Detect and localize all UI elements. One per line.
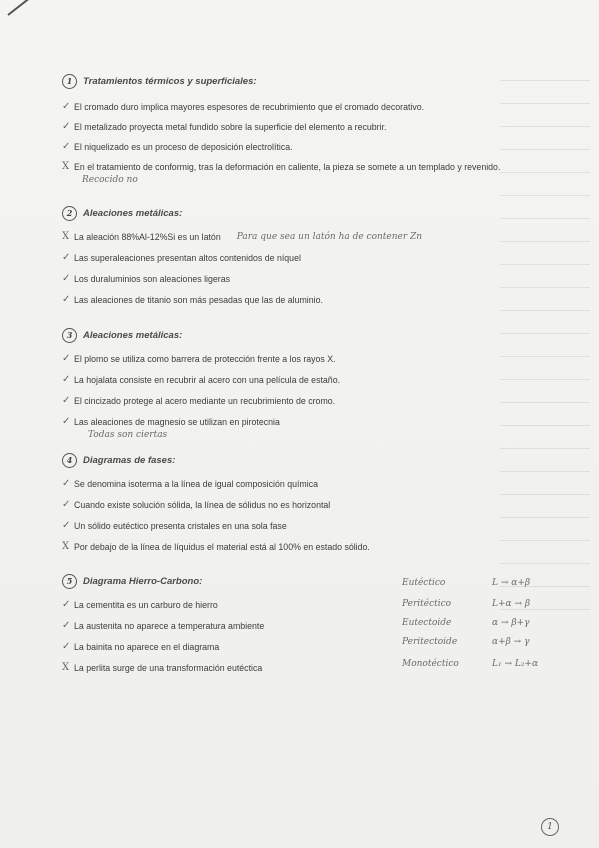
- answer-text: Las aleaciones de titanio son más pesadas que las de aluminio.: [74, 295, 323, 305]
- cross-mark: X: [62, 541, 70, 552]
- answer-text: Se denomina isoterma a la línea de igual composición química: [74, 479, 319, 489]
- check-mark: ✓: [62, 252, 71, 263]
- handwritten-reaction: L+α → β: [492, 599, 531, 609]
- answer-text: La hojalata consiste en recubrir al acero con una película de estaño.: [74, 375, 341, 385]
- answer-option[interactable]: [62, 641, 562, 653]
- handwritten-term: Monotéctico: [402, 659, 459, 669]
- question-number: 1: [62, 74, 77, 89]
- cross-mark: X: [62, 662, 70, 673]
- question-2: [62, 206, 562, 306]
- answer-option[interactable]: [62, 520, 562, 532]
- check-mark: ✓: [62, 641, 71, 652]
- question-1: [62, 74, 562, 186]
- answer-option[interactable]: [62, 416, 562, 428]
- handwritten-note: Recocido no: [82, 175, 138, 185]
- check-mark: ✓: [62, 416, 71, 427]
- answer-text: El cromado duro implica mayores espesores de recubrimiento que el cromado decorativo.: [74, 102, 425, 112]
- answer-text-body: En el tratamiento de conformig, tras la deformación en caliente, la pieza se somete a un templado y revenido.: [74, 162, 501, 172]
- answer-text: La perlita surge de una transformación eutéctica: [74, 663, 263, 673]
- answer-text: Un sólido eutéctico presenta cristales en una sola fase: [74, 521, 287, 531]
- answer-text: Cuando existe solución sólida, la línea de sólidus no es horizontal: [74, 500, 331, 510]
- answer-option[interactable]: [62, 499, 562, 511]
- cross-mark: X: [62, 161, 70, 172]
- question-number: 4: [62, 453, 77, 468]
- handwritten-reaction: α+β → γ: [492, 637, 530, 647]
- question-title: Aleaciones metálicas:: [83, 330, 183, 341]
- answer-option[interactable]: [62, 599, 562, 611]
- answer-text: La austenita no aparece a temperatura ambiente: [74, 621, 265, 631]
- question-header: [62, 453, 562, 468]
- answer-option[interactable]: [62, 161, 562, 186]
- answer-text: El cincizado protege al acero mediante un recubrimiento de cromo.: [74, 396, 336, 406]
- answer-text: El niquelizado es un proceso de deposición electrolítica.: [74, 142, 293, 152]
- answer-text: El metalizado proyecta metal fundido sobre la superficie del elemento a recubrir.: [74, 122, 387, 132]
- check-mark: ✓: [62, 273, 71, 284]
- answer-option[interactable]: [62, 101, 562, 113]
- page-number: 1: [541, 818, 559, 836]
- answer-option[interactable]: [62, 231, 562, 243]
- answer-option[interactable]: [62, 541, 562, 553]
- question-header: [62, 574, 562, 589]
- question-3: [62, 328, 562, 440]
- answer-text: El plomo se utiliza como barrera de protección frente a los rayos X.: [74, 354, 336, 364]
- check-mark: ✓: [62, 620, 71, 631]
- answer-option[interactable]: [62, 294, 562, 306]
- question-title: Aleaciones metálicas:: [83, 208, 183, 219]
- answer-text: Los duraluminios son aleaciones ligeras: [74, 274, 230, 284]
- question-number: 5: [62, 574, 77, 589]
- answer-option[interactable]: [62, 121, 562, 133]
- check-mark: ✓: [62, 294, 71, 305]
- question-title: Tratamientos térmicos y superficiales:: [83, 76, 257, 87]
- handwritten-reaction: L → α+β: [492, 578, 531, 588]
- answer-option[interactable]: [62, 478, 562, 490]
- answer-option[interactable]: [62, 620, 562, 632]
- check-mark: ✓: [62, 520, 71, 531]
- check-mark: ✓: [62, 353, 71, 364]
- check-mark: ✓: [62, 141, 71, 152]
- answer-text: [74, 161, 529, 186]
- answer-text: Las superaleaciones presentan altos contenidos de níquel: [74, 253, 301, 263]
- answer-option[interactable]: [62, 662, 562, 674]
- question-title: Diagrama Hierro-Carbono:: [83, 576, 203, 587]
- check-mark: ✓: [62, 121, 71, 132]
- answer-text: La aleación 88%Al-12%Si es un latón: [74, 232, 221, 242]
- check-mark: ✓: [62, 599, 71, 610]
- handwritten-term: Peritectoide: [402, 637, 458, 647]
- handwritten-reaction: L₁ → L₂+α: [492, 659, 539, 669]
- question-number: 2: [62, 206, 77, 221]
- handwritten-term: Eutectoide: [402, 618, 452, 628]
- check-mark: ✓: [62, 395, 71, 406]
- answer-text: Las aleaciones de magnesio se utilizan en pirotecnia: [74, 417, 280, 427]
- check-mark: ✓: [62, 499, 71, 510]
- handwritten-note: Para que sea un latón ha de contener Zn: [236, 232, 423, 242]
- answer-text: La bainita no aparece en el diagrama: [74, 642, 220, 652]
- answer-option[interactable]: [62, 374, 562, 386]
- cross-mark: X: [62, 231, 70, 242]
- handwritten-reaction: α → β+γ: [492, 618, 530, 628]
- question-header: [62, 74, 562, 89]
- question-5: [62, 574, 562, 674]
- answer-text: La cementita es un carburo de hierro: [74, 600, 218, 610]
- question-number: 3: [62, 328, 77, 343]
- question-title: Diagramas de fases:: [83, 455, 176, 466]
- check-mark: ✓: [62, 478, 71, 489]
- pencil-stroke: [7, 0, 32, 16]
- answer-option[interactable]: [62, 141, 562, 153]
- handwritten-note: Todas son ciertas: [88, 430, 168, 440]
- answer-option[interactable]: [62, 395, 562, 407]
- check-mark: ✓: [62, 374, 71, 385]
- question-header: [62, 206, 562, 221]
- question-4: [62, 453, 562, 553]
- handwritten-term: Peritéctico: [402, 599, 452, 609]
- check-mark: ✓: [62, 101, 71, 112]
- answer-text: Por debajo de la línea de líquidus el material está al 100% en estado sólido.: [74, 542, 370, 552]
- answer-option[interactable]: [62, 353, 562, 365]
- handwritten-term: Eutéctico: [402, 578, 446, 588]
- question-header: [62, 328, 562, 343]
- answer-option[interactable]: [62, 252, 562, 264]
- answer-option[interactable]: [62, 273, 562, 285]
